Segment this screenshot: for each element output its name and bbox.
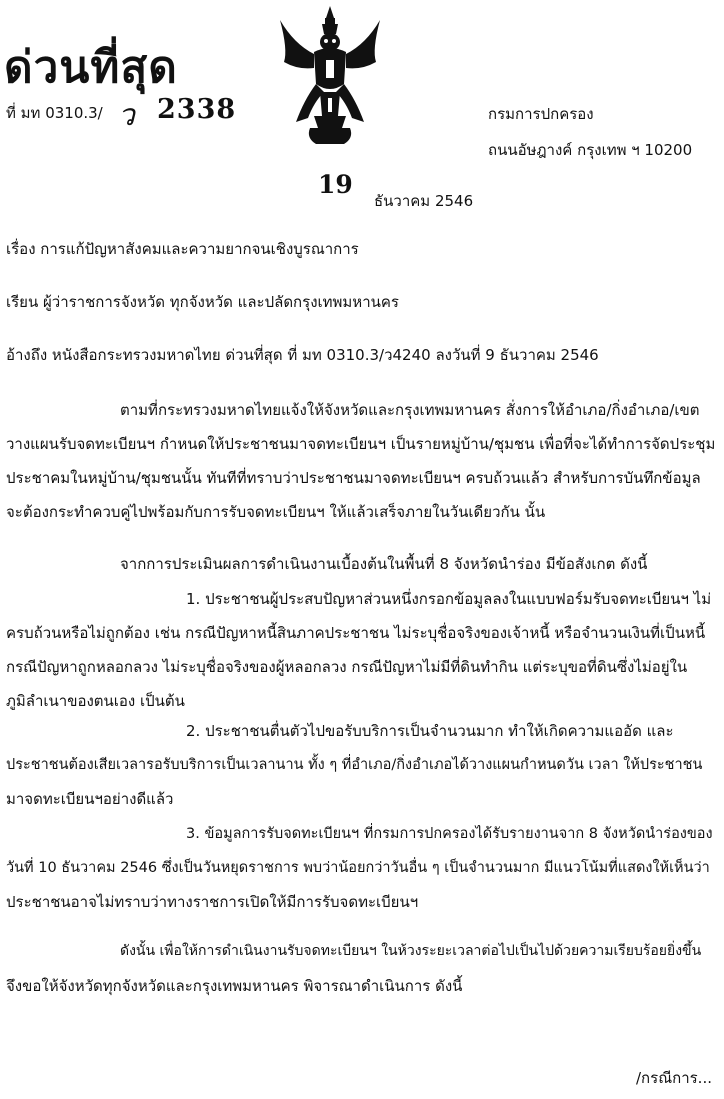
recipient-line: เรียน ผู้ว่าราชการจังหวัด ทุกจังหวัด และปลัดกรุงเทพมหานคร	[6, 293, 399, 311]
item3-line: ประชาชนอาจไม่ทราบว่าทางราชการเปิดให้มีการรับจดทะเบียนฯ	[6, 893, 419, 911]
document-number-initial: ว	[118, 98, 135, 133]
paragraph1-line: วางแผนรับจดทะเบียนฯ กำหนดให้ประชาชนมาจดทะเบียนฯ เป็นรายหมู่บ้าน/ชุมชน เพื่อที่จะได้ทำการจัดประชุม	[6, 435, 716, 453]
department-name: กรมการปกครอง	[488, 105, 594, 123]
observations-intro: จากการประเมินผลการดำเนินงานเบื้องต้นในพื้นที่ 8 จังหวัดนำร่อง มีข้อสังเกต ดังนี้	[120, 555, 648, 573]
item2-line: ประชาชนต้องเสียเวลารอรับบริการเป็นเวลานาน ทั้ง ๆ ที่อำเภอ/กิ่งอำเภอได้วางแผนกำหนดวัน เวลา ให้ประชาชน	[6, 757, 703, 773]
urgency-heading: ด่วนที่สุด	[4, 42, 178, 93]
document-number-prefix: ที่ มท 0310.3/	[6, 104, 103, 122]
subject-line: เรื่อง การแก้ปัญหาสังคมและความยากจนเชิงบูรณาการ	[6, 240, 359, 258]
paragraph1-line: ตามที่กระทรวงมหาดไทยแจ้งให้จังหวัดและกรุงเทพมหานคร สั่งการให้อำเภอ/กิ่งอำเภอ/เขต	[120, 401, 700, 419]
item1-line: ครบถ้วนหรือไม่ถูกต้อง เช่น กรณีปัญหาหนี้สินภาคประชาชน ไม่ระบุชื่อจริงของเจ้าหนี้ หรือจำนวนเงินที่เป็นหนี้	[6, 624, 706, 642]
item2-line: มาจดทะเบียนฯอย่างดีแล้ว	[6, 790, 174, 808]
date-month-year: ธันวาคม 2546	[374, 192, 474, 210]
item1-line: 1. ประชาชนผู้ประสบปัญหาส่วนหนึ่งกรอกข้อมูลลงในแบบฟอร์มรับจดทะเบียนฯ ไม่	[186, 590, 712, 608]
document-number: 2338	[157, 94, 237, 125]
date-day: 19	[318, 170, 353, 199]
item1-line: ภูมิลำเนาของตนเอง เป็นต้น	[6, 692, 185, 710]
item3-line: วันที่ 10 ธันวาคม 2546 ซึ่งเป็นวันหยุดราชการ พบว่าน้อยกว่าวันอื่น ๆ เป็นจำนวนมาก มีแนวโน้มที่แสดงให้เห็นว่า	[6, 860, 710, 876]
continuation-marker: /กรณีการ...	[636, 1069, 712, 1087]
paragraph3-line: จึงขอให้จังหวัดทุกจังหวัดและกรุงเทพมหานคร พิจารณาดำเนินการ ดังนี้	[6, 977, 463, 995]
paragraph3-line: ดังนั้น เพื่อให้การดำเนินงานรับจดทะเบียนฯ ในห้วงระยะเวลาต่อไปเป็นไปด้วยความเรียบร้อยยิ่งขึ้น	[120, 943, 702, 959]
reference-line: อ้างถึง หนังสือกระทรวงมหาดไทย ด่วนที่สุด ที่ มท 0310.3/ว4240 ลงวันที่ 9 ธันวาคม 2546	[6, 346, 599, 364]
paragraph1-line: ประชาคมในหมู่บ้าน/ชุมชนนั้น ทันทีที่ทราบว่าประชาชนมาจดทะเบียนฯ ครบถ้วนแล้ว สำหรับการบันทึกข้อมูล	[6, 469, 701, 487]
department-address: ถนนอัษฎางค์ กรุงเทพ ฯ 10200	[488, 141, 693, 159]
paragraph1-line: จะต้องกระทำควบคู่ไปพร้อมกับการรับจดทะเบียนฯ ให้แล้วเสร็จภายในวันเดียวกัน นั้น	[6, 503, 546, 521]
item2-line: 2. ประชาชนตื่นตัวไปขอรับบริการเป็นจำนวนมาก ทำให้เกิดความแออัด และ	[186, 722, 674, 740]
item1-line: กรณีปัญหาถูกหลอกลวง ไม่ระบุชื่อจริงของผู้หลอกลวง กรณีปัญหาไม่มีที่ดินทำกิน แต่ระบุขอที่ดินซึ่งไม่อยู่ใน	[6, 658, 688, 676]
item3-line: 3. ข้อมูลการรับจดทะเบียนฯ ที่กรมการปกครองได้รับรายงานจาก 8 จังหวัดนำร่องของ	[186, 826, 713, 842]
garuda-emblem-icon	[274, 4, 386, 152]
